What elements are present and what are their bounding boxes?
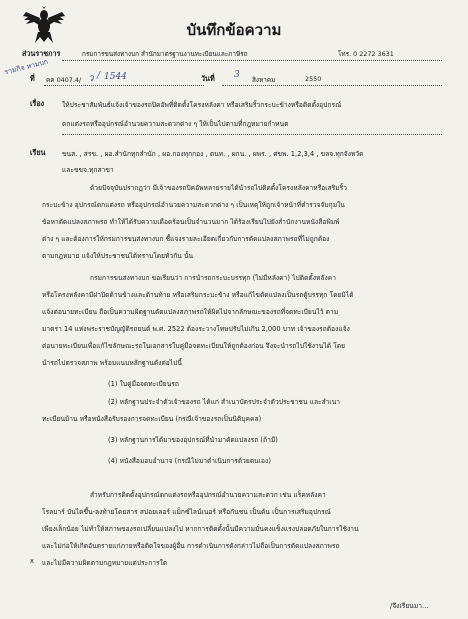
subject-line-1: ให้ประชาสัมพันธ์แจ้งเจ้าของรถปิคอัพที่ติดตั้งโครงหลังคา หรือเสริมริ้วกระบะข้างหรือติดตั้งอุปกรณ์ — [62, 101, 342, 109]
ref-prefix: คค 0407.4/ — [46, 76, 82, 84]
agency-dotline — [62, 60, 442, 61]
paragraph-2-line: ต่อนายทะเบียนเพื่อแก้ไขลักษณะรถในเอกสารใบคู่มือจดทะเบียนให้ถูกต้องก่อน จึงจะนำรถไปใช้งานได้ โดย — [42, 342, 346, 350]
ref-number-handwritten: 1544 — [104, 72, 127, 82]
paragraph-2-line: มาตรา 14 แห่งพระราชบัญญัติรถยนต์ พ.ศ. 2522 ต้องระวางโทษปรับไม่เกิน 2,000 บาท เจ้าของรถต้องแจ้ง — [42, 325, 350, 333]
evidence-item: (4) หนังสือมอบอำนาจ (กรณีไม่มาดำเนินการด้วยตนเอง) — [108, 457, 271, 465]
agency-phone: โทร. 0 2272 3631 — [338, 50, 394, 58]
date-month: สิงหาคม — [252, 76, 276, 84]
date-year: 2550 — [305, 75, 322, 83]
paragraph-1-line: ตามกฎหมาย แจ้งให้ประชาชนได้ทราบโดยทั่วกัน นั้น — [42, 252, 194, 260]
paragraph-1-line: ด้วยปัจจุบันปรากฏว่า มีเจ้าของรถปิคอัพหลายรายได้นำรถไปติดตั้งโครงหลังคาหรือเสริมริ้ว — [90, 184, 348, 192]
ref-dotline — [44, 85, 204, 86]
evidence-item-continuation: ทะเบียนบ้าน หรือหนังสือรับรองการจดทะเบียน (กรณีเจ้าของรถเป็นนิติบุคคล) — [42, 415, 262, 423]
evidence-item: (1) ใบคู่มือจดทะเบียนรถ — [108, 380, 179, 388]
evidence-item: (3) หลักฐานการได้มาของอุปกรณ์ที่นำมาดัดแปลงรถ (ถ้ามี) — [108, 436, 278, 444]
paragraph-2-line: แจ้งต่อนายทะเบียน ถือเป็นความผิดฐานดัดแปลงสภาพรถให้ผิดไปจากลักษณะของรถที่จดทะเบียนไว้ ตาม — [42, 308, 339, 316]
continuation-note: /จึงเรียนมา... — [390, 602, 429, 610]
received-stamp: รามกิจ หามบก — [3, 57, 49, 77]
paragraph-1-line: ต่าง ๆ และต้องการให้กรมการขนส่งทางบก ชี้แจงรายละเอียดเกี่ยวกับการดัดแปลงสภาพรถที่ไม่ถูกต้อง — [42, 235, 330, 243]
paragraph-3-line: สำหรับการติดตั้งอุปกรณ์ตกแต่งรถหรืออุปกรณ์อำนวยความสะดวก เช่น แร็คหลังคา — [90, 491, 326, 499]
subject-label: เรื่อง — [30, 99, 45, 108]
agency-value: กรมการขนส่งทางบก สำนักมาตรฐานงานทะเบียนและภาษีรถ — [82, 50, 248, 58]
paragraph-1-line: ข้อหาดัดแปลงสภาพรถ ทำให้ได้รับความเดือดร้อนเป็นจำนวนมาก ได้ร้องเรียนไปยังสำนักงานหนังสือพิมพ์ — [42, 218, 340, 226]
recipient-line-2: และขขจ.ทุกสาขา — [62, 166, 114, 174]
paragraph-3-line: และไม่มีความผิดตามกฎหมายแต่ประการใด — [42, 559, 168, 567]
margin-mark: x — [30, 557, 34, 565]
ref-sep-handwritten: / — [97, 71, 101, 81]
date-dotline — [222, 85, 442, 86]
ref-code-handwritten: ว — [88, 73, 94, 84]
paragraph-3-line: โรลบาร์ บันไดขึ้น-ลงท้ายโดยสาร สปอยเลอร์ แม็กซ์ไลน์เนอร์ หรือกันชน เป็นต้น เป็นการเสริมอุปกรณ์ — [42, 508, 331, 516]
subject-line-2: ตกแต่งรถหรืออุปกรณ์อำนวยความสะดวกต่าง ๆ ให้เป็นไปตามที่กฎหมายกำหนด — [62, 120, 289, 128]
recipient-line-1: ขนส. , สรข. , ผอ.สำนักทุกสำนัก , ผอ.กองทุกกอง , ตนท. , ผกน. , ผพร. , ศขพ. 1,2,3,4 , ขลจ.ทุกจังหวัด — [62, 150, 364, 158]
ref-label: ที่ — [30, 74, 35, 83]
paragraph-3-line: และไม่ก่อให้เกิดอันตรายแก่ภายหรือติดใจของผู้อื่น การดำเนินการดังกล่าวไม่ถือเป็นการดัดแปลงสภาพรถ — [42, 542, 340, 550]
paragraph-1-line: กระบะข้าง อุปกรณ์ตกแต่งรถ หรืออุปกรณ์อำนวยความสะดวกต่าง ๆ เป็นเหตุให้ถูกเจ้าหน้าที่ตำรวจจับกุมใน — [42, 201, 345, 209]
paragraph-3-line: เพียงเล็กน้อย ไม่ทำให้สภาพของรถเปลี่ยนแปลงไป หากการติดตั้งนั้นมีความมั่นคงแข็งแรงปลอดภัยในการใช้งาน — [42, 525, 359, 533]
paragraph-2-line: กรมการขนส่งทางบก ขอเรียนว่า การนำรถกระบะบรรทุก (ไม่มีหลังคา) ไปติดตั้งหลังคา — [90, 274, 336, 282]
date-day-handwritten: 3 — [234, 70, 240, 80]
date-label: วันที่ — [201, 74, 215, 83]
evidence-item: (2) หลักฐานประจำตัวเจ้าของรถ ได้แก่ สำเนาบัตรประจำตัวประชาชน และสำเนา — [108, 398, 341, 406]
subject-dotline — [62, 134, 442, 135]
agency-label: ส่วนราชการ — [22, 49, 61, 58]
paragraph-2-line: นำรถไปตรวจสภาพ พร้อมแนบหลักฐานดังต่อไปนี้ — [42, 359, 182, 367]
recipient-label: เรียน — [30, 148, 46, 157]
paragraph-2-line: หรือโครงหลังคามีฝาปิดด้านข้างและด้านท้าย หรือเสริมกระบะข้าง หรือแก้ไขดัดแปลงเป็นรถตู้บรรทุก โดยมิได้ — [42, 291, 354, 299]
page-title: บันทึกข้อความ — [186, 21, 282, 39]
